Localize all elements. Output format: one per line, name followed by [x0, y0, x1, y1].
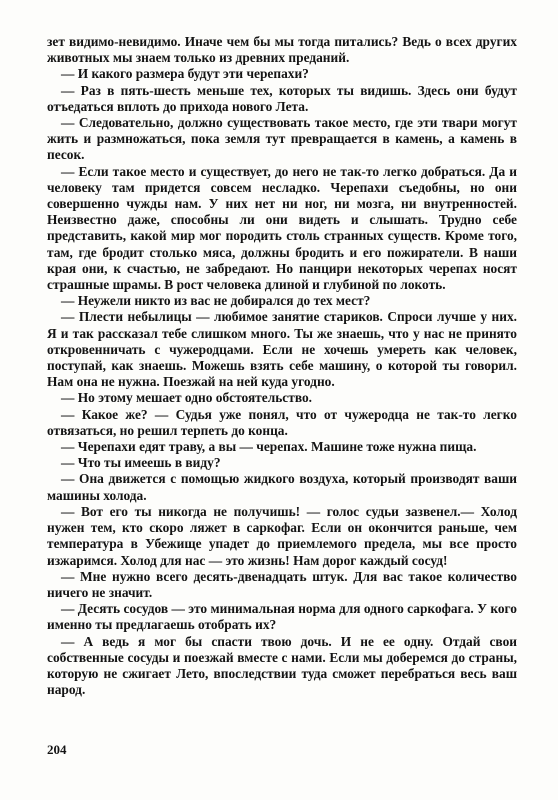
page-text [47, 34, 517, 698]
paragraph: — Какое же? — Судья уже понял, что от чужеродца не так-то легко отвязаться, но решил терпеть до конца. [47, 406, 517, 438]
paragraph: — Что ты имеешь в виду? [61, 455, 221, 471]
paragraph: — Следовательно, должно существовать такое место, где эти твари могут жить и размножаться, пока земля тут превращается в камень, а камень в песок. [47, 115, 517, 163]
page-number: 204 [47, 742, 67, 757]
paragraph: зет видимо-невидимо. Иначе чем бы мы тогда питались? Ведь о всех других животных мы знаем только из древних преданий. [47, 34, 517, 66]
paragraph: — Черепахи едят траву, а вы — черепах. Машине тоже нужна пища. [61, 439, 477, 455]
paragraph: — Она движется с помощью жидкого воздуха, который производят ваши машины холода. [47, 471, 517, 503]
paragraph: — Раз в пять-шесть меньше тех, которых ты видишь. Здесь они будут отъедаться вплоть до прихода нового Лета. [47, 82, 517, 114]
paragraph: — Плести небылицы — любимое занятие стариков. Спроси лучше у них. Я и так рассказал тебе слишком много. Ты же знаешь, что у нас не принято откровенничать с чужеродцами. Если не хочешь умереть как человек, поступай, как знаешь. Можешь взять себе машину, о которой ты говорил. Нам она не нужна. Поезжай на ней куда угодно. [47, 309, 517, 390]
paragraph: — Мне нужно всего десять-двенадцать штук. Для вас такое количество ничего не значит. [47, 568, 517, 600]
paragraph: — Если такое место и существует, до него не так-то легко добраться. Да и человеку там придется совсем несладко. Черепахи съедобны, но они совершенно чужды нам. У них нет ни ног, ни мозга, ни внутренностей. Неизвестно даже, способны ли они видеть и слышать. Трудно себе представить, какой мир мог породить столь странных существ. Кроме того, там, где бродит столько мяса, должны бродить и его пожиратели. В наши края они, к счастью, не забредают. Но панцири некоторых черепах носят страшные шрамы. В рост человека длиной и глубиной по локоть. [47, 163, 517, 293]
paragraph: — Вот его ты никогда не получишь! — голос судьи зазвенел.— Холод нужен тем, кто скоро ляжет в саркофаг. Если он окончится раньше, чем температура в Убежище упадет до приемлемого предела, мы все просто изжаримся. Холод для нас — это жизнь! Нам дорог каждый сосуд! [47, 503, 517, 568]
paragraph: — А ведь я мог бы спасти твою дочь. И не ее одну. Отдай свои собственные сосуды и поезжай вместе с нами. Если мы доберемся до страны, которую не сжигает Лето, впоследствии туда сможет перебраться весь ваш народ. [47, 633, 517, 698]
paragraph: — И какого размера будут эти черепахи? [61, 66, 309, 82]
paragraph: — Десять сосудов — это минимальная норма для одного саркофага. У кого именно ты предлагаешь отобрать их? [47, 601, 517, 633]
paragraph: — Но этому мешает одно обстоятельство. [61, 390, 313, 406]
paragraph: — Неужели никто из вас не добирался до тех мест? [61, 293, 371, 309]
